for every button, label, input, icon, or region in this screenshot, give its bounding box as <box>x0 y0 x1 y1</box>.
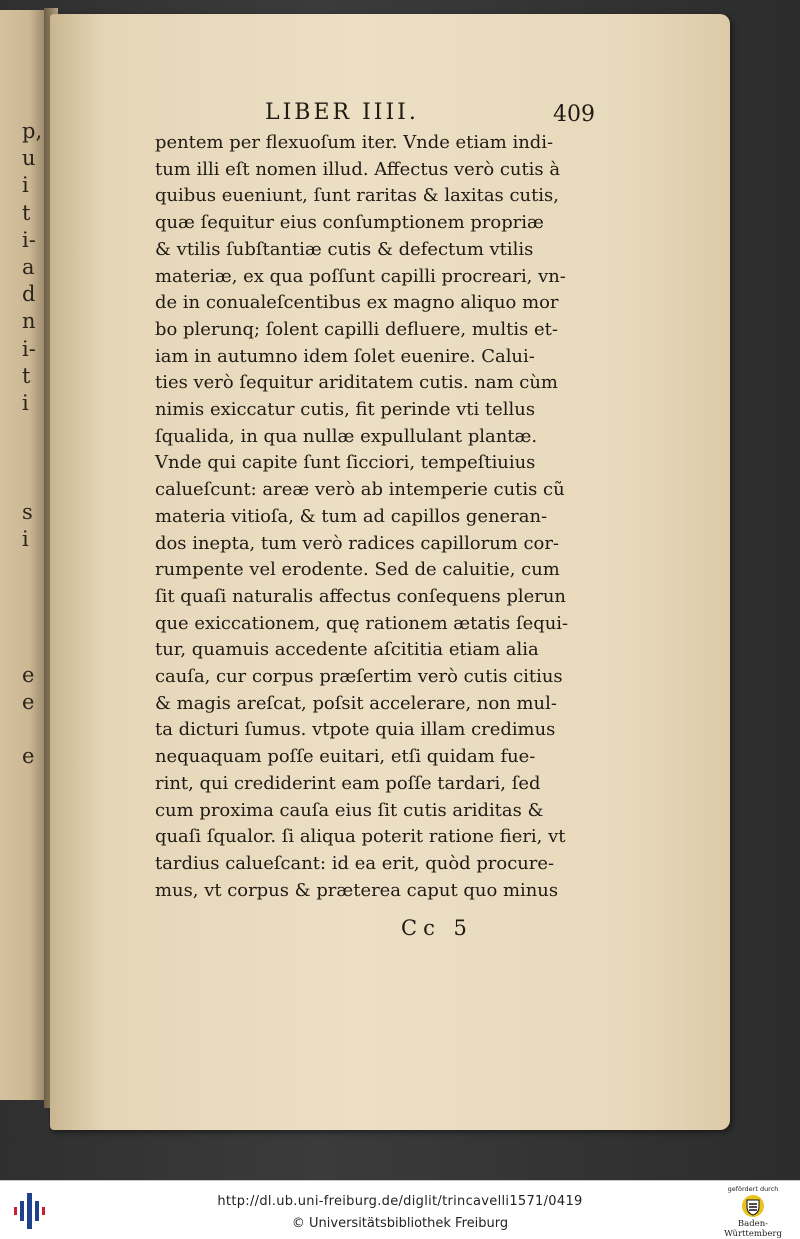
text-line: cum proxima cauſa eius ſit cutis ariditas & <box>155 800 544 821</box>
sponsor-block <box>712 1185 794 1237</box>
text-line: cauſa, cur corpus præſertim verò cutis citius <box>155 667 563 688</box>
text-line: que exiccationem, quę rationem ætatis ſequi- <box>155 613 569 634</box>
text-line: materia vitioſa, & tum ad capillos generan- <box>155 506 548 527</box>
left-page-fragment: n <box>22 309 36 334</box>
text-line: & magis areſcat, poſsit accelerare, non mul- <box>155 693 557 714</box>
running-head <box>155 96 605 130</box>
text-line: calueſcunt: areæ verò ab intemperie cutis cũ <box>155 480 565 501</box>
page-number: 409 <box>553 102 595 127</box>
left-page-fragment <box>22 635 46 662</box>
left-page-fragment <box>22 471 46 498</box>
text-line: quaſi ſqualor. ſi aliqua poterit ratione fieri, vt <box>155 827 566 848</box>
text-line: rint, qui crediderint eam poſſe tardari, ſed <box>155 773 541 794</box>
signature-mark: Cc 5 <box>401 916 473 941</box>
copyright-notice: © Universitätsbibliothek Freiburg <box>291 1216 509 1231</box>
text-line: ta dicturi ſumus. vtpote quia illam credimus <box>155 720 556 741</box>
body-text <box>155 130 605 904</box>
left-page-fragment: e <box>22 662 35 687</box>
left-page-fragment: d <box>22 282 36 307</box>
text-line: tur, quamuis accedente aſcititia etiam alia <box>155 640 539 661</box>
text-line: iam in autumno idem ſolet euenire. Calui- <box>155 346 535 367</box>
viewer-footer <box>0 1180 800 1239</box>
left-page-fragment: i- <box>22 227 36 252</box>
text-line: mus, vt corpus & præterea caput quo minus <box>155 880 559 901</box>
text-line: rumpente vel erodente. Sed de caluitie, cum <box>155 560 560 581</box>
left-page-fragment: i- <box>22 336 36 361</box>
left-page-fragment: a <box>22 254 35 279</box>
text-line: materiæ, ex qua poſſunt capilli procreari, vn- <box>155 266 566 287</box>
left-page-fragment <box>22 580 46 607</box>
text-line: ties verò ſequitur ariditatem cutis. nam cùm <box>155 373 558 394</box>
document-url[interactable]: http://dl.ub.uni-freiburg.de/diglit/trincavelli1571/0419 <box>217 1194 583 1209</box>
text-line: de in conualeſcentibus ex magno aliquo mor <box>155 293 559 314</box>
left-page-fragment <box>22 716 46 743</box>
left-page-fragment: i <box>22 173 29 198</box>
left-page-fragment: t <box>22 363 31 388</box>
left-page-fragment: i <box>22 390 29 415</box>
page-text-block <box>155 96 605 940</box>
baden-wuerttemberg-coat-of-arms-icon <box>741 1194 765 1218</box>
left-page-fragment: i <box>22 526 29 551</box>
left-page-fragment: t <box>22 200 31 225</box>
text-line: tardius calueſcant: id ea erit, quòd procure- <box>155 853 555 874</box>
text-line: & vtilis ſubſtantiæ cutis & defectum vtilis <box>155 239 534 260</box>
text-line: pentem per flexuoſum iter. Vnde etiam indi- <box>155 133 554 153</box>
text-line: dos inepta, tum verò radices capillorum cor- <box>155 533 559 554</box>
right-page <box>50 14 730 1130</box>
text-line: ſit quaſi naturalis affectus conſequens plerun <box>155 586 566 607</box>
left-page-fragment: s <box>22 499 33 524</box>
left-page-fragment <box>22 607 46 634</box>
left-page-fragment <box>22 553 46 580</box>
text-line: Vnde qui capite ſunt ſicciori, tempeſtiuius <box>155 453 536 474</box>
text-line: quibus eueniunt, ſunt raritas & laxitas cutis, <box>155 186 559 207</box>
left-page-text-fragments <box>22 118 46 771</box>
left-page-fragment: e <box>22 744 35 769</box>
text-line: nimis exiccatur cutis, fit perinde vti tellus <box>155 400 536 421</box>
left-page-fragment: e <box>22 689 35 714</box>
header-title: LIBER IIII. <box>265 100 419 125</box>
text-line: nequaquam poſſe euitari, etſi quidam fue- <box>155 747 536 768</box>
text-line: quæ ſequitur eius conſumptionem propriæ <box>155 213 544 234</box>
sponsor-name: Baden-Württemberg <box>724 1219 782 1239</box>
text-line: ſqualida, in qua nullæ expullulant plantæ. <box>155 426 538 447</box>
text-line: bo plerunq; ſolent capilli defluere, multis et- <box>155 319 558 340</box>
left-page-fragment: u <box>22 146 36 171</box>
left-page-fragment <box>22 417 46 444</box>
left-page-fragment <box>22 444 46 471</box>
sponsor-label: gefördert durch <box>727 1185 779 1193</box>
text-line: tum illi eſt nomen illud. Affectus verò cutis à <box>155 159 561 180</box>
left-page-fragment: p, <box>22 119 43 143</box>
